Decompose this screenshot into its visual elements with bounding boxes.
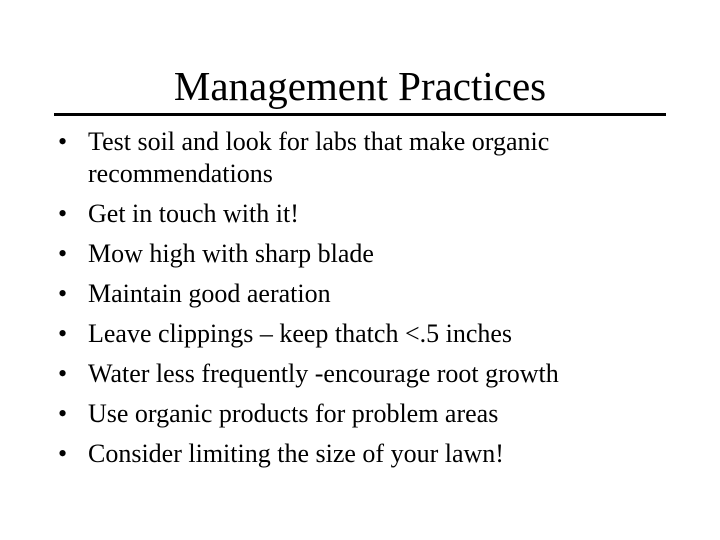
list-item [54,394,664,434]
list-item [54,354,664,394]
bullet-dot: • [58,239,68,268]
list-item [54,194,664,234]
list-item [54,434,664,474]
bullet-dot: • [58,199,68,228]
bullet-dot: • [58,279,68,308]
bullet-dot: • [58,319,68,348]
bullet-text: Leave clippings – keep thatch <.5 inches [88,319,513,348]
list-item [54,234,664,274]
bullet-text: Water less frequently -encourage root growth [88,359,559,388]
bullet-dot: • [58,127,68,156]
bullet-text: Test soil and look for labs that make organic recommendations [88,127,550,188]
bullet-text: Maintain good aeration [88,279,331,308]
list-item [54,314,664,354]
bullet-dot: • [58,439,68,468]
bullet-text: Consider limiting the size of your lawn! [88,439,504,468]
bullet-text: Use organic products for problem areas [88,399,499,428]
bullet-text: Get in touch with it! [88,199,299,228]
bullet-dot: • [58,399,68,428]
bullet-text: Mow high with sharp blade [88,239,374,268]
bullet-list [54,126,664,474]
list-item [54,126,664,194]
title-underline [54,113,666,116]
bullet-dot: • [58,359,68,388]
slide-title: Management Practices [173,63,547,109]
list-item [54,274,664,314]
